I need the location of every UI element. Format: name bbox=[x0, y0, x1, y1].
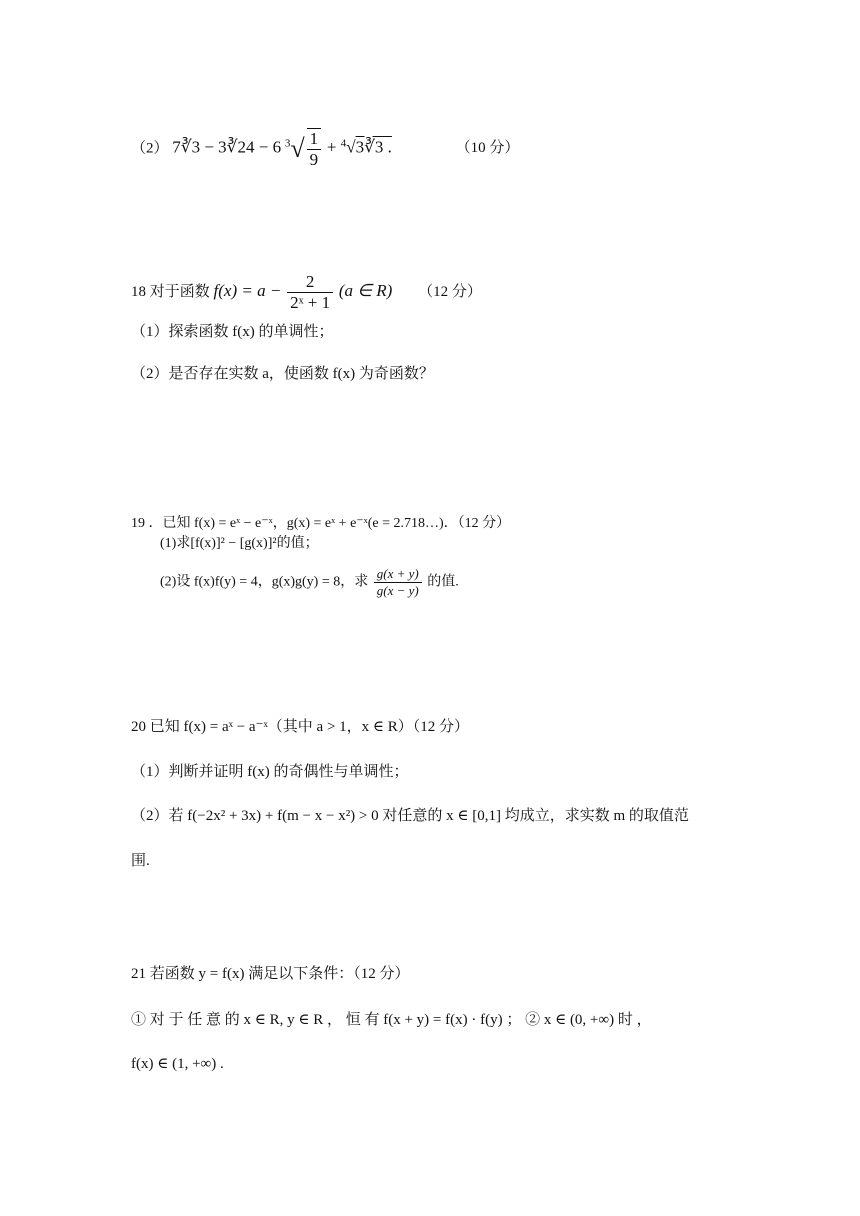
q18-frac-num: 2 bbox=[287, 272, 333, 293]
q19-frac-den: g(x − y) bbox=[376, 583, 419, 598]
q19-part2 bbox=[160, 566, 459, 599]
q21-cond2: f(x) ∈ (1, +∞) . bbox=[131, 1056, 224, 1072]
q17-expr-c: 3∛3 . bbox=[355, 137, 392, 157]
q18-points: （12 分） bbox=[418, 283, 482, 300]
q19-part2-b: 的值. bbox=[427, 574, 459, 590]
q17-expr-a: 7∛3 − 3∛24 − 6 bbox=[172, 137, 282, 157]
q17-fraction bbox=[307, 128, 322, 170]
q17-part2 bbox=[131, 128, 519, 170]
q18-frac-den: 2ˣ + 1 bbox=[290, 293, 331, 312]
q20-part1: （1）判断并证明 f(x) 的奇偶性与单调性； bbox=[131, 764, 409, 780]
q18-part2: （2）是否存在实数 a，使函数 f(x) 为奇函数？ bbox=[131, 366, 434, 382]
q21-head: 21 若函数 y = f(x) 满足以下条件：（12 分） bbox=[131, 966, 410, 982]
radical-sign: √ bbox=[290, 134, 305, 163]
q18-lhs: f(x) = a − bbox=[213, 280, 282, 300]
q19-fraction bbox=[374, 566, 422, 599]
q17-frac-den: 9 bbox=[309, 150, 319, 169]
q19-head: 19 ．已知 f(x) = eˣ − e⁻ˣ，g(x) = eˣ + e⁻ˣ(e = 2.718…)．（12 分） bbox=[131, 516, 511, 531]
q18-tail: (a ∈ R) bbox=[338, 280, 393, 300]
q19-part2-a: (2)设 f(x)f(y) = 4，g(x)g(y) = 8，求 bbox=[160, 574, 369, 590]
cube-index: 3 bbox=[284, 137, 291, 150]
q17-points: （10 分） bbox=[455, 140, 520, 157]
q20-part2-b: 围. bbox=[131, 853, 150, 869]
q20-head: 20 已知 f(x) = aˣ − a⁻ˣ（其中 a > 1，x ∈ R）（12 分） bbox=[131, 719, 470, 735]
q19-frac-num: g(x + y) bbox=[374, 566, 422, 583]
q17-frac-num: 1 bbox=[307, 129, 322, 150]
q17-part2-label: （2） bbox=[131, 140, 169, 157]
q18-part1: （1）探索函数 f(x) 的单调性； bbox=[131, 324, 334, 340]
radical-sign-2: √ bbox=[346, 137, 356, 157]
q21-cond1: ① 对 于 任 意 的 x ∈ R, y ∈ R ， 恒 有 f(x + y) = f(x) · f(y) ； ② x ∈ (0, +∞) 时 ， bbox=[131, 1012, 652, 1028]
q20-part2-a: （2）若 f(−2x² + 3x) + f(m − x − x²) > 0 对任意的 x ∈ [0,1] 均成立，求实数 m 的取值范 bbox=[131, 808, 689, 824]
q18-fraction bbox=[287, 272, 333, 313]
fourth-index: 4 bbox=[340, 137, 347, 150]
q19-part1: (1)求[f(x)]² − [g(x)]²的值； bbox=[160, 536, 319, 551]
q17-expr-b: + bbox=[326, 137, 341, 157]
q18-prefix: 18 对于函数 bbox=[131, 283, 210, 300]
q18-head bbox=[131, 272, 482, 313]
